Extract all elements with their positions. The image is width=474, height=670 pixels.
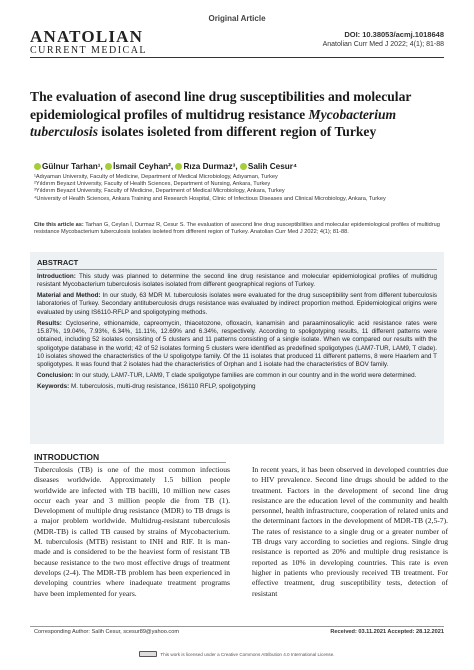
journal-subname: CURRENT MEDICAL [30,45,148,56]
article-title: The evaluation of asecond line drug susceptibilities and molecular epidemiological profiles of multidrug resistance Mycobacterium tuberculosis isolates isoleted from different region of Turkey [30,89,412,139]
abstract-results: Results: Cycloserine, ethionamide, capreomycin, thiacetozone, ofloxacin, kanamisin and paraaminosalicylic acid resistance rates were 15.87%, 19.04%, 7.93%, 6.34%, 11.11%, 12.69% and 6.34%, respectively. According to spoligotyping results, 11 different patterns were obtained, including 52 isolates consisting of 5 clusters and 11 patterns consisting of a single isolate. When we compared our results with the spoligotype database in the world; 42 of 52 isolates forming 5 clusters were identified as predefined spoligotypes (LAM7-TUR, LAM9, T clade). 10 isolates showed the characteristics of the U spoligotype family. Of the 11 isolates that produced 11 different patterns, 8 were Haarlem and T spoligotypes. It was found that 2 isolates had the characteristics of Orphan and 1 isolate had the characteristics of BOV family. [37,319,437,369]
introduction-left-column: Tuberculosis (TB) is one of the most common infectious diseases worldwide. Approximately 1.5 billion people worldwide are infected with TB bacilli, 10 million new cases occur each year and 3 million people die from TB (1). Development of multiple drug resistance (MDR) to TB drugs is a major problem worldwide. Multidrug-resistant tuberculosis (MDR-TB) is called TB caused by strains of Mycobacterium. M. tuberculosis (MTB) resistant to INH and RIF. It is man-made and is considered to be the heaviest form of resistant TB because resistance to the two most effective drugs of treatment develops (2-4). The MDR-TB problem has been experienced in developing countries where inadequate treatment programs have been implemented for years. [34,465,230,598]
orcid-icon[interactable] [240,163,247,170]
corresponding-author: Corresponding Author: Salih Cesur, scesur89@yahoo.com [34,629,179,635]
journal-meta [323,30,444,50]
footer [34,629,444,635]
orcid-icon[interactable] [105,163,112,170]
abstract-conclusion: Conclusion: In our study, LAM7-TUR, LAM9, T clade spoligotype families are common in our country and in the world were determined. [37,372,417,380]
cite-text: Tarhan G, Ceylan İ, Durmaz R, Cesur S. The evaluation of asecond line drug susceptibilities and molecular epidemiological profiles of multidrug resistance Mycobacterium tuberculosis isolates isoleted from different region of Turkey. Anatolian Curr Med J 2022; 4(1); 81-88. [34,222,440,236]
affiliation: ²Yıldırım Beyazıt University, Faculty of Health Sciences, Department of Nursing, Ankara, Turkey [34,181,271,188]
orcid-icon[interactable] [34,163,41,170]
abstract-introduction: Introduction: This study was planned to determine the second line drug resistance and molecular epidemiological profiles of multidrug resistant Mycobacterium tuberculosis isolates isolated from different geographical regions of Turkey. [37,273,437,289]
journal-logo [30,28,147,56]
author: Gülnur Tarhan¹ [42,162,101,171]
journal-reference: Anatolian Curr Med J 2022; 4(1); 81-88 [322,41,444,48]
affiliation: ¹Adıyaman University, Faculty of Medicine, Department of Medical Microbiology, Adıyaman, Turkey [34,174,278,180]
citation [34,222,444,237]
author-list: Gülnur Tarhan¹, İsmail Ceyhan², Rıza Durmaz³, Salih Cesur⁴ [34,162,444,171]
abstract-heading: ABSTRACT [37,258,437,270]
header-divider [30,57,444,58]
introduction-right-column: In recent years, it has been observed in developed countries due to HIV prevalence. Second line drugs should be added to the treatment. Factors in the development of second line drug resistance are the education level of the community and health personnel, health infrastructure, cooperation of related units and the determinant factors in the development of MDR-TB (2,5-7). The rates of resistance to a single drug or a greater number of TB drugs vary according to societies and regions. Single drug resistance is reported as 20% and multiple drug resistance is reported as 10% in developing countries. This rate is even higher in patients who previously received TB treatment. For effective treatment, drug susceptibility tests, detection of resistant [252,465,448,598]
creative-commons-icon[interactable] [139,651,157,657]
introduction-heading: INTRODUCTION [34,452,100,462]
license-note [0,651,474,657]
author: Rıza Durmaz³ [183,162,236,171]
affiliation: ³Yıldırım Beyazıt University, Faculty of Medicine, Department of Medical Microbiology, Ankara, Turkey [34,188,285,195]
abstract-keywords: Keywords: M. tuberculosis, multi-drug resistance, IS6110 RFLP, spoligotyping [37,382,256,390]
article-type-label: Original Article [208,14,266,23]
received-accepted-dates: Received: 03.11.2021 Accepted: 28.12.2021 [330,629,444,635]
doi-link[interactable]: DOI: 10.38053/acmj.1018648 [344,30,444,39]
abstract-box [30,252,444,444]
affiliations [34,174,444,203]
footer-divider [30,626,444,627]
abstract-methods: Material and Method: In our study, 63 MDR M. tuberculosis isolates were evaluated for the drug susceptibility sent from different tuberculosis laboratories of Turkey. Secondary antituberculosis drugs resistance was evaluated by indirect proportion method. Epidemiological origins were evaluated by using IS6110-RFLP and spoligotyping methods. [37,292,438,316]
author: Salih Cesur⁴ [247,162,297,171]
cite-label: Cite this article as: [34,222,84,228]
orcid-icon[interactable] [175,163,182,170]
journal-name: ANATOLIAN [30,27,144,46]
introduction-divider [34,462,226,463]
affiliation: ⁴University of Health Sciences, Ankara Training and Research Hospital, Clinic of Infectious Diseases and Clinical Microbiology, Ankara, Turkey [34,195,386,202]
license-text: This work is licensed under a Creative Commons Attribution 4.0 International License. [160,652,335,657]
author: İsmail Ceyhan² [113,162,171,171]
